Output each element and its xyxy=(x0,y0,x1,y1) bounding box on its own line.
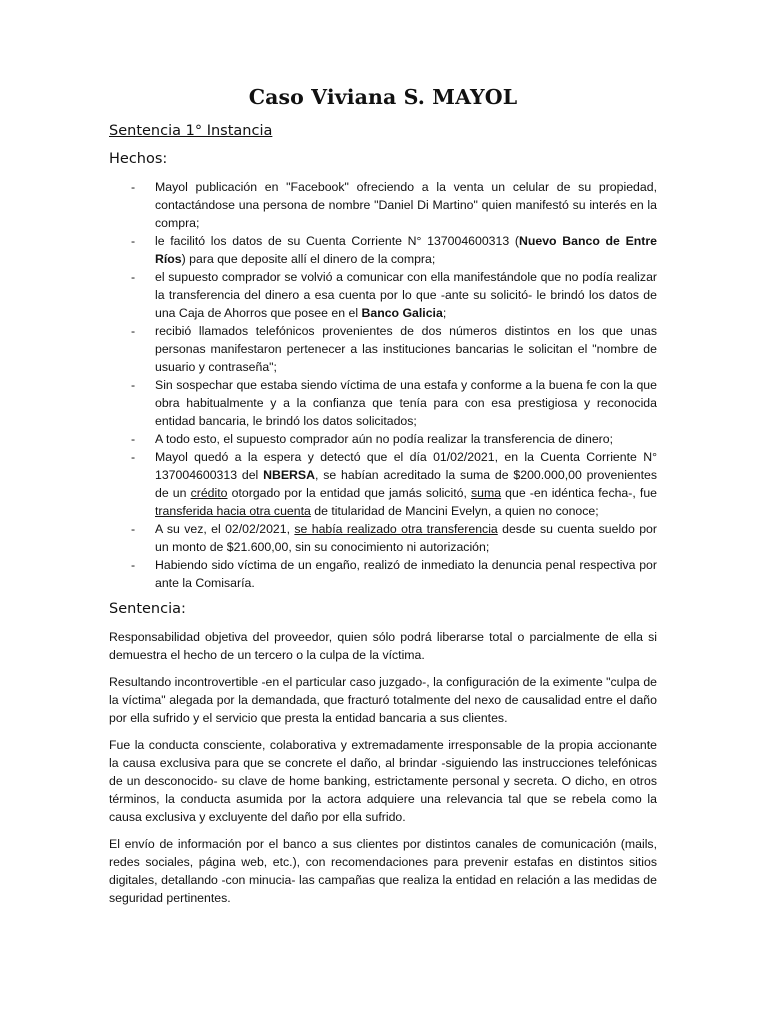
bullet-dash: - xyxy=(131,324,136,338)
text-span: que -en idéntica fecha-, fue xyxy=(501,486,657,500)
underlined-text: suma xyxy=(470,486,502,500)
list-item xyxy=(109,520,657,556)
paragraph: Responsabilidad objetiva del proveedor, quien sólo podrá liberarse total o parcialmente de ella si demuestra el hecho de un tercero o la culpa de la víctima. xyxy=(109,630,657,662)
list-item xyxy=(109,448,657,520)
bold-text: NBERSA xyxy=(263,468,316,482)
list-item xyxy=(109,232,657,268)
text-span: Habiendo sido víctima de un engaño, realizó de inmediato la denuncia penal respectiva por ante la Comisaría. xyxy=(155,558,657,590)
list-item xyxy=(109,556,657,592)
text-span: desde su cuenta sueldo por un monto de $21.600,00, sin su conocimiento ni autorización; xyxy=(155,522,657,554)
bullet-dash: - xyxy=(131,234,136,248)
bullet-dash: - xyxy=(131,522,136,536)
bullet-dash: - xyxy=(131,432,136,446)
sentencia-paragraphs xyxy=(109,628,657,907)
text-span: otorgado por la entidad que jamás solicitó, xyxy=(227,486,471,500)
paragraph: Resultando incontrovertible -en el particular caso juzgado-, la configuración de la eximente "culpa de la víctima" alegada por la demandada, que fracturó totalmente del nexo de causalidad entre el daño por ella sufrido y el servicio que presta la entidad bancaria a sus clientes. xyxy=(109,675,657,725)
text-span: de titularidad de Mancini Evelyn, a quien no conoce; xyxy=(310,504,599,518)
text-span: Sin sospechar que estaba siendo víctima de una estafa y conforme a la buena fe con la que obra habitualmente y a la confianza que tenía para con esa prestigiosa y reconocida entidad bancaria, le brindó los datos solicitados; xyxy=(155,378,657,428)
text-span: ) para que deposite allí el dinero de la compra; xyxy=(181,252,436,266)
paragraph: El envío de información por el banco a sus clientes por distintos canales de comunicación (mails, redes sociales, página web, etc.), con recomendaciones para prevenir estafas en distintos sitios digitales, detallando -con minucia- las campañas que realiza la entidad en relación a las medidas de seguridad pertinentes. xyxy=(109,837,657,905)
text-span: ; xyxy=(442,306,447,320)
document-page xyxy=(109,84,657,916)
section-subtitle: Sentencia 1° Instancia xyxy=(109,123,273,139)
list-item xyxy=(109,178,657,232)
bold-text: Nuevo Banco de Entre Ríos xyxy=(155,234,657,266)
text-span: , se habían acreditado la suma de $200.000,00 provenientes de un xyxy=(155,468,658,500)
list-item xyxy=(109,268,657,322)
hechos-heading: Hechos: xyxy=(109,151,168,167)
bullet-dash: - xyxy=(131,270,136,284)
hechos-list xyxy=(109,178,657,592)
list-item xyxy=(109,376,657,430)
text-span: A todo esto, el supuesto comprador aún no podía realizar la transferencia de dinero; xyxy=(155,432,614,446)
text-span: Mayol publicación en "Facebook" ofreciendo a la venta un celular de su propiedad, contactándose una persona de nombre "Daniel Di Martino" quien manifestó su interés en la compra; xyxy=(155,180,657,230)
text-span: le facilitó los datos de su Cuenta Corriente N° 137004600313 ( xyxy=(155,234,519,248)
underlined-text: se había realizado otra transferencia xyxy=(294,522,498,536)
list-item xyxy=(109,322,657,376)
list-item xyxy=(109,430,657,448)
document-title: Caso Viviana S. MAYOL xyxy=(248,85,518,109)
text-span: el supuesto comprador se volvió a comunicar con ella manifestándole que no podía realizar la transferencia del dinero a esa cuenta por lo que -ante su solicitó- le brindó los datos de una Caja de Ahorros que posee en el xyxy=(155,270,657,320)
underlined-text: crédito xyxy=(190,486,228,500)
paragraph: Fue la conducta consciente, colaborativa y extremadamente irresponsable de la propia accionante la causa exclusiva para que se concrete el daño, al brindar -siguiendo las instrucciones telefónicas de un desconocido- su clave de home banking, estrictamente personal y secreta. O dicho, en otros términos, la conducta asumida por la actora adquiere una relevancia tal que se rebela como la causa exclusiva y excluyente del daño por ella sufrido. xyxy=(109,738,657,824)
bullet-dash: - xyxy=(131,450,136,464)
bold-text: Banco Galicia xyxy=(361,306,443,320)
bullet-dash: - xyxy=(131,558,136,572)
bullet-dash: - xyxy=(131,378,136,392)
sentencia-heading: Sentencia: xyxy=(109,601,186,617)
text-span: Mayol quedó a la espera y detectó que el día 01/02/2021, en la Cuenta Corriente N° 137004600313 del xyxy=(155,450,657,482)
underlined-text: transferida hacia otra cuenta xyxy=(155,504,311,518)
text-span: recibió llamados telefónicos provenientes de dos números distintos en los que unas personas manifestaron pertenecer a las instituciones bancarias le solicitan el "nombre de usuario y contraseña"; xyxy=(155,324,657,374)
bullet-dash: - xyxy=(131,180,136,194)
text-span: A su vez, el 02/02/2021, xyxy=(155,522,295,536)
